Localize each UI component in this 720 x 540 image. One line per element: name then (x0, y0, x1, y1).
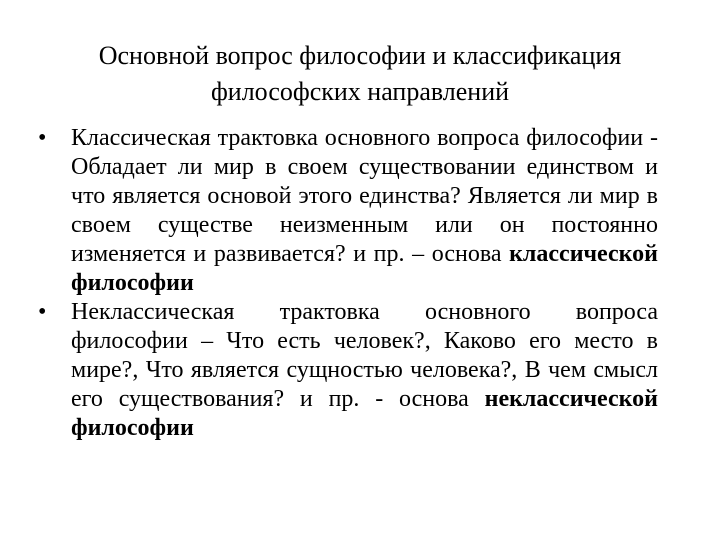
bullet-item-nonclassical (38, 298, 658, 443)
bullet-list (38, 124, 658, 443)
bullet-emphasis: неклассической философии (71, 386, 658, 441)
bullet-text: Классическая трактовка основного вопроса философии - Обладает ли мир в своем существовании единством и что является основой этого единства? Является ли мир в своем существе неизменным или он постоянно изменяется и развивается? и пр. – основа (71, 125, 658, 267)
bullet-item-classical (38, 124, 658, 298)
bullet-text: Неклассическая трактовка основного вопроса философии – Что есть человек?, Каково его место в мире?, Что является сущностью человека?, В чем смысл его существования? и пр. - основа (71, 299, 658, 412)
slide-title (0, 38, 720, 110)
slide-title-line-2: философских направлений (210, 77, 510, 106)
slide-title-line-1: Основной вопрос философии и классификация (98, 41, 622, 70)
bullet-emphasis: классической философии (71, 241, 658, 296)
bullet-dot-icon: • (38, 125, 47, 151)
bullet-dot-icon: • (38, 299, 47, 325)
